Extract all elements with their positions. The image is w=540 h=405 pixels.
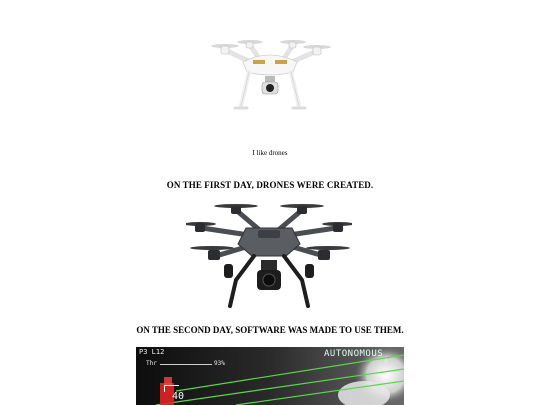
- heading-first-day: ON THE FIRST DAY, DRONES WERE CREATED.: [166, 180, 374, 190]
- hud-throttle-line: [160, 364, 212, 365]
- hud-top-left: P3 L12: [139, 348, 165, 356]
- hud-mode: AUTONOMOUS: [324, 349, 384, 359]
- hexacopter-drone-image: [186, 198, 352, 320]
- thermal-camera-image: [136, 347, 404, 405]
- heading-second-day: ON THE SECOND DAY, SOFTWARE WAS MADE TO USE THEM.: [136, 325, 404, 335]
- hud-throttle-value: 93%: [214, 360, 225, 367]
- hud-bracket: [164, 385, 179, 392]
- hud-throttle-label: Thr: [146, 360, 157, 367]
- hud-mode-sub: 4: [384, 358, 388, 365]
- hud-number: 40: [172, 391, 185, 402]
- quadcopter-drone-image: [205, 36, 335, 116]
- drone-caption: I like drones: [252, 149, 288, 157]
